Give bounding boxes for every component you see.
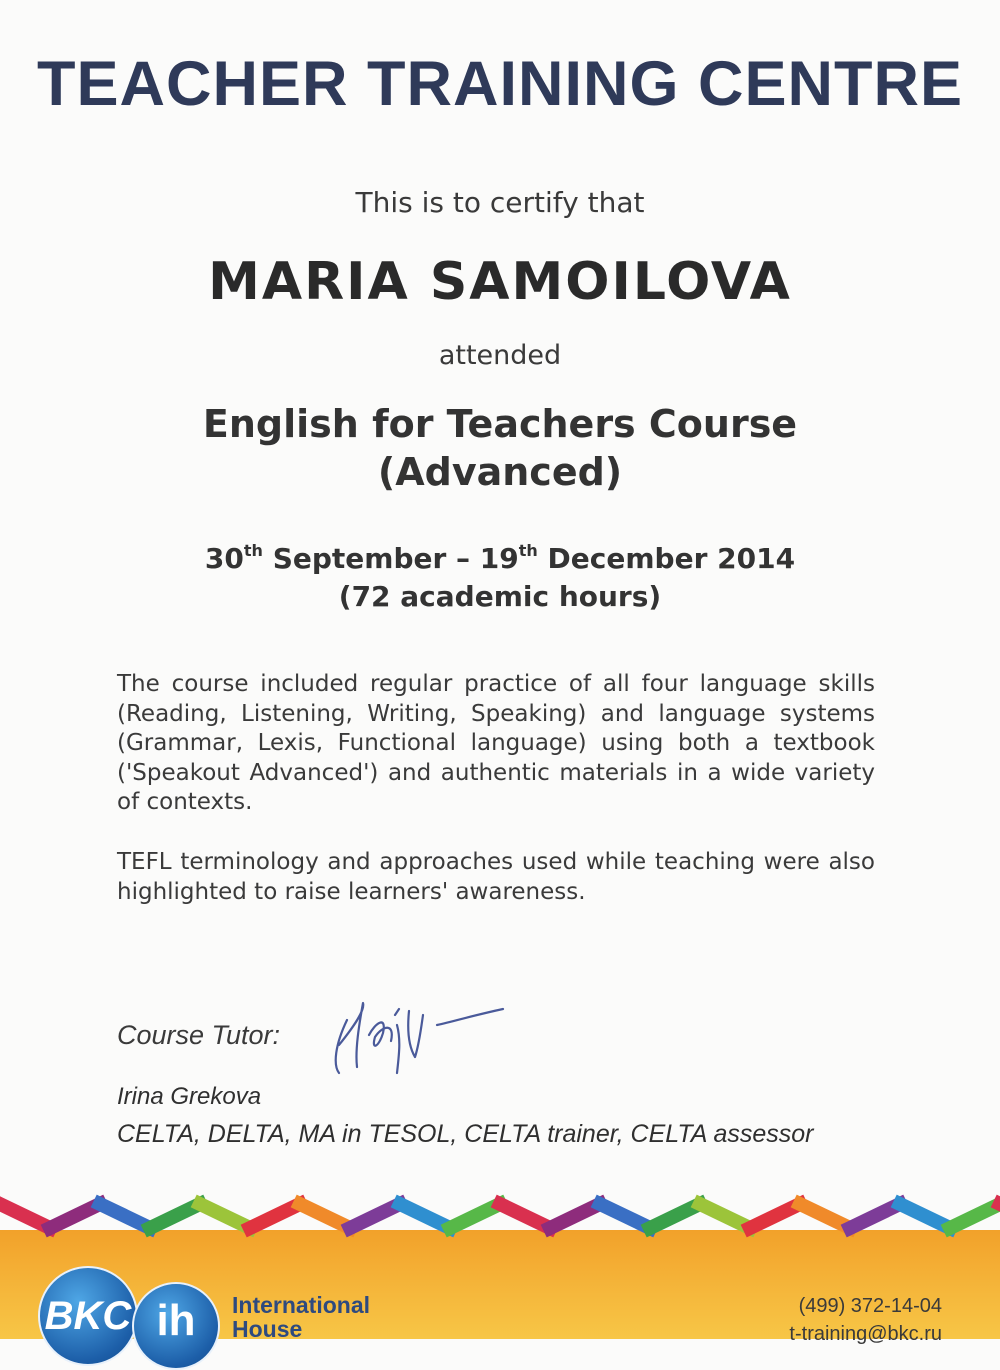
attended-text: attended	[438, 340, 562, 371]
tutor-name: Irina Grekova	[117, 1083, 262, 1110]
tutor-credentials: CELTA, DELTA, MA in TESOL, CELTA trainer, CELTA assessor	[117, 1120, 814, 1148]
course-title-line1: English for Teachers Course	[202, 402, 798, 446]
start-day-suffix: th	[243, 541, 263, 560]
phone-number: (499) 372-14-04	[798, 1295, 942, 1317]
description-paragraph-1: The course included regular practice of all four language skills (Reading, Listening, Writing, Speaking) and language systems (Grammar, Lexis, Functional language) using both a textbook ('Speakout Advanced') and authentic materials in a wide variety of contexts.	[117, 671, 875, 815]
bkc-logo: BKC	[38, 1266, 138, 1366]
end-day: 19	[479, 542, 519, 575]
course-tutor-label: Course Tutor:	[117, 1020, 281, 1050]
page-title: TEACHER TRAINING CENTRE	[36, 49, 963, 119]
description-paragraph-2: TEFL terminology and approaches used while teaching were also highlighted to raise learners' awareness.	[117, 849, 875, 905]
tutor-signature	[325, 985, 515, 1080]
course-title	[0, 400, 1000, 496]
end-month-year: December 2014	[547, 542, 796, 575]
zigzag-stripe	[0, 1204, 1000, 1228]
course-title-line2: (Advanced)	[377, 450, 623, 494]
start-month: September –	[272, 542, 471, 575]
course-dates	[0, 540, 1000, 616]
certify-text: This is to certify that	[355, 186, 645, 219]
end-day-suffix: th	[518, 541, 538, 560]
date-range	[0, 540, 1000, 578]
academic-hours: (72 academic hours)	[338, 580, 662, 613]
contact-info	[789, 1292, 942, 1348]
international-house-label	[232, 1293, 370, 1341]
ih-logo: ih	[132, 1282, 220, 1370]
email-address: t-training@bkc.ru	[789, 1323, 942, 1345]
brand-line-1: International	[232, 1292, 371, 1318]
recipient-name: MARIA SAMOILOVA	[208, 252, 792, 312]
start-day: 30	[204, 542, 244, 575]
brand-line-2: House	[232, 1316, 303, 1342]
